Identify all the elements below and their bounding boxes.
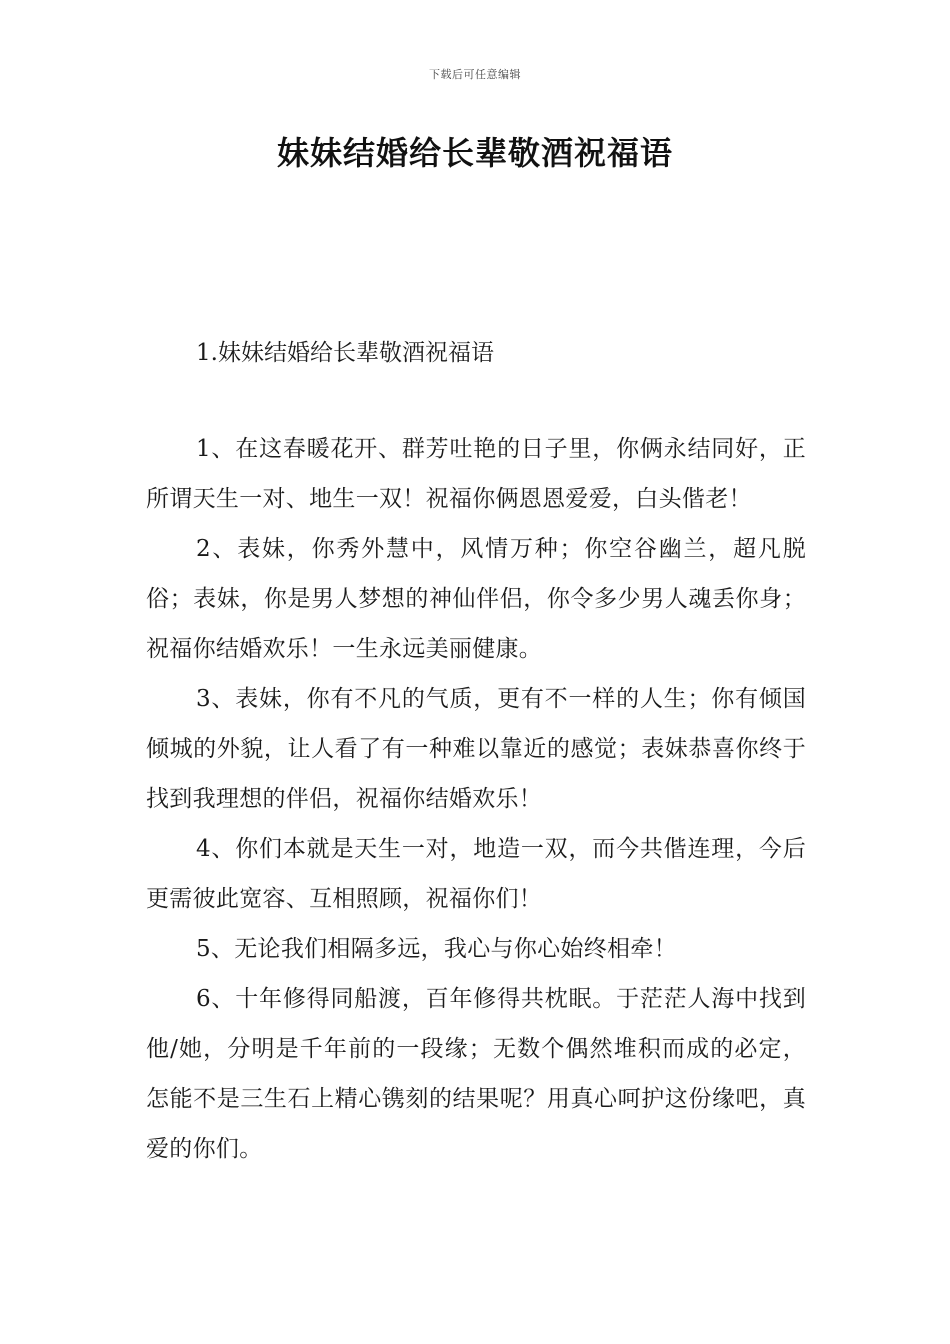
- paragraph-4: 4、你们本就是天生一对，地造一双，而今共偕连理，今后更需彼此宽容、互相照顾，祝福你们！: [146, 836, 806, 912]
- document-title: 妹妹结婚给长辈敬酒祝福语: [276, 134, 673, 172]
- paragraph-1: 1、在这春暖花开、群芳吐艳的日子里，你俩永结同好，正所谓天生一对、地生一双！祝福你俩恩恩爱爱，白头偕老！: [146, 436, 806, 512]
- paragraph-3: 3、表妹，你有不凡的气质，更有不一样的人生；你有倾国倾城的外貌，让人看了有一种难以靠近的感觉；表妹恭喜你终于找到我理想的伴侣，祝福你结婚欢乐！: [146, 686, 806, 812]
- header-note: 下载后可任意编辑: [429, 68, 521, 81]
- body-text: [146, 424, 806, 1174]
- paragraph-6: 6、十年修得同船渡，百年修得共枕眠。于茫茫人海中找到他/她，分明是千年前的一段缘；无数个偶然堆积而成的必定，怎能不是三生石上精心镌刻的结果呢？用真心呵护这份缘吧，真爱的你们。: [146, 986, 806, 1162]
- paragraph-5: 5、无论我们相隔多远，我心与你心始终相牵！: [196, 936, 677, 962]
- paragraph-2: 2、表妹，你秀外慧中，风情万种；你空谷幽兰，超凡脱俗；表妹，你是男人梦想的神仙伴侣，你令多少男人魂丢你身；祝福你结婚欢乐！一生永远美丽健康。: [146, 536, 806, 662]
- section-heading: 1.妹妹结婚给长辈敬酒祝福语: [196, 340, 494, 366]
